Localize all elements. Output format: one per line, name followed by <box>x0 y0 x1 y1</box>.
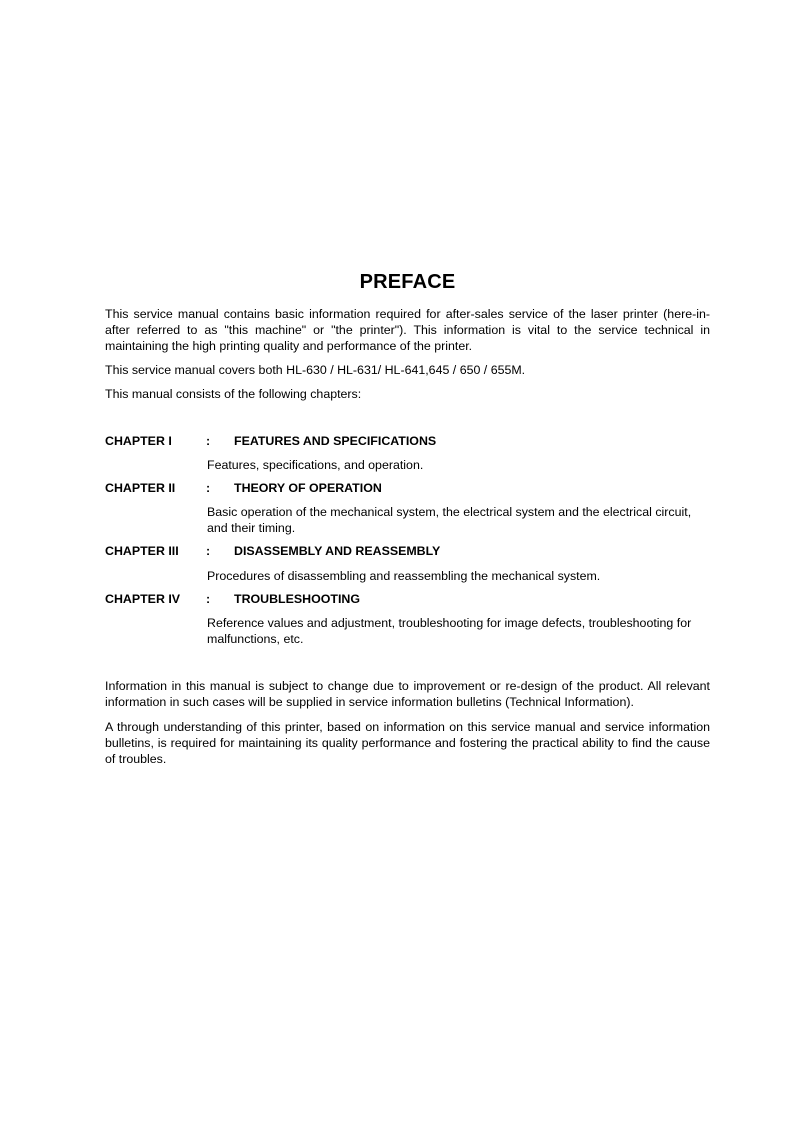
chapters-intro-paragraph: This manual consists of the following chapters: <box>105 387 362 401</box>
chapter-number: CHAPTER II <box>105 481 176 495</box>
change-notice-paragraph: Information in this manual is subject to change due to improvement or re-design of the product. All relevant information in such cases will be supplied in service information bulletins (Technical Information). <box>105 679 710 710</box>
chapter-description-4: Reference values and adjustment, troubleshooting for image defects, troubleshooting for malfunctions, etc. <box>207 616 692 647</box>
intro-paragraph: This service manual contains basic information required for after-sales service of the laser printer (here-in-after referred to as "this machine" or "the printer"). This information is vital to the service technical in maintaining the high printing quality and performance of the printer. <box>105 307 710 354</box>
chapter-heading-1 <box>105 433 710 450</box>
chapter-heading-3 <box>105 543 710 560</box>
chapter-separator: : <box>206 481 211 495</box>
chapter-title: TROUBLESHOOTING <box>234 592 360 606</box>
chapter-number: CHAPTER IV <box>105 592 181 606</box>
chapter-heading-4 <box>105 591 710 608</box>
chapter-title: THEORY OF OPERATION <box>234 481 382 495</box>
chapter-separator: : <box>206 434 211 448</box>
chapter-title: FEATURES AND SPECIFICATIONS <box>234 434 437 448</box>
understanding-paragraph: A through understanding of this printer, based on information on this service manual and service information bulletins, is required for maintaining its quality performance and fostering the practical ability to find the cause of troubles. <box>105 720 710 767</box>
chapter-description-3: Procedures of disassembling and reassembling the mechanical system. <box>207 569 601 583</box>
chapter-description-2: Basic operation of the mechanical system, the electrical system and the electrical circuit, and their timing. <box>207 505 692 536</box>
page-title: PREFACE <box>359 271 456 293</box>
chapter-separator: : <box>206 544 211 558</box>
chapter-heading-2 <box>105 480 710 497</box>
chapter-number: CHAPTER III <box>105 544 179 558</box>
chapter-number: CHAPTER I <box>105 434 172 448</box>
models-covered-paragraph: This service manual covers both HL-630 / HL-631/ HL-641,645 / 650 / 655M. <box>105 363 526 377</box>
chapter-title: DISASSEMBLY AND REASSEMBLY <box>234 544 441 558</box>
chapter-separator: : <box>206 592 211 606</box>
chapter-description-1: Features, specifications, and operation. <box>207 458 424 472</box>
